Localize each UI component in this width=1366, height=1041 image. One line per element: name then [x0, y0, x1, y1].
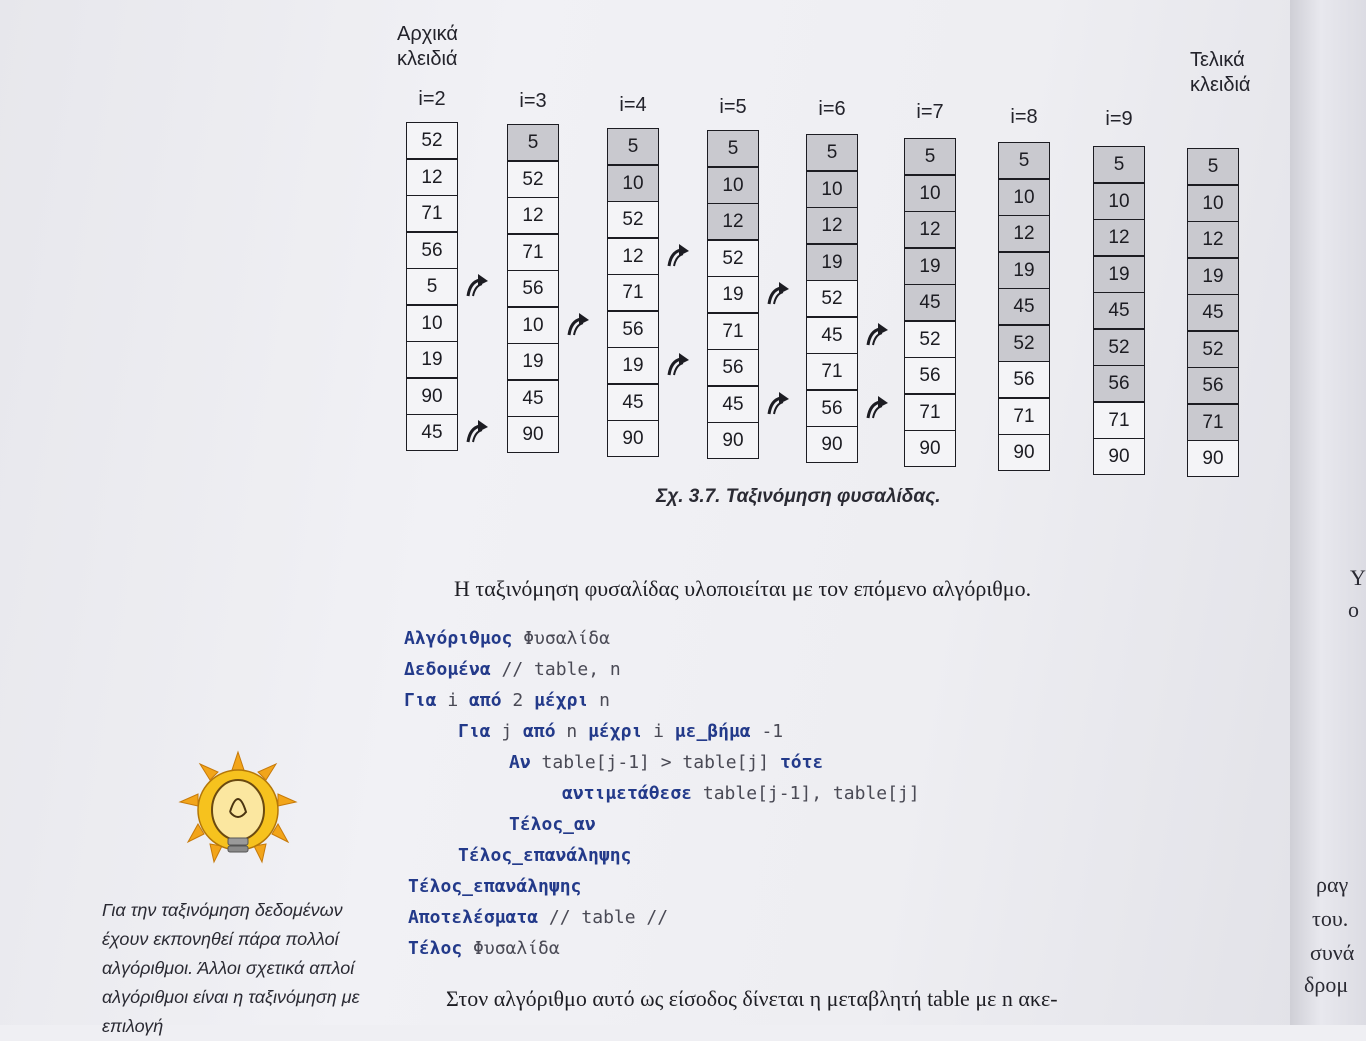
key-cell: 12 — [1093, 219, 1145, 256]
key-cell: 45 — [904, 284, 956, 321]
key-cell: 10 — [507, 307, 559, 344]
key-cell: 52 — [998, 325, 1050, 362]
key-cell: 52 — [507, 161, 559, 198]
key-cell: 5 — [607, 128, 659, 165]
code-keyword: μέχρι — [588, 721, 643, 742]
key-cell: 71 — [1093, 402, 1145, 439]
key-cell: 45 — [406, 414, 458, 451]
key-cell: 52 — [406, 122, 458, 159]
key-cell: 19 — [406, 341, 458, 378]
key-cell: 19 — [1093, 256, 1145, 293]
key-cell: 52 — [806, 280, 858, 317]
key-cell: 19 — [507, 343, 559, 380]
key-cell: 71 — [806, 353, 858, 390]
key-cell: 5 — [406, 268, 458, 305]
code-text: i — [436, 690, 470, 711]
code-line — [404, 655, 621, 685]
code-keyword: Τέλος_αν — [509, 814, 596, 835]
key-cell: 12 — [507, 197, 559, 234]
adjacent-page-text: Υ — [1350, 565, 1366, 590]
code-line — [404, 624, 610, 654]
key-cell: 45 — [507, 380, 559, 417]
code-line — [408, 934, 560, 964]
adjacent-page-text: δρομ — [1304, 972, 1349, 997]
swap-arrow-icon — [565, 311, 593, 339]
code-text: Φυσαλίδα — [512, 628, 610, 649]
key-cell: 45 — [607, 384, 659, 421]
code-text: // table, n — [490, 659, 621, 680]
key-cell: 56 — [607, 311, 659, 348]
swap-arrow-icon — [765, 280, 793, 308]
key-cell: 45 — [1187, 294, 1239, 331]
key-cell: 90 — [607, 420, 659, 457]
key-cell: 71 — [998, 398, 1050, 435]
code-keyword: Τέλος — [408, 938, 463, 959]
key-cell: 19 — [707, 276, 759, 313]
key-cell: 90 — [806, 426, 858, 463]
key-cell: 45 — [806, 317, 858, 354]
code-text: // table // — [538, 907, 669, 928]
code-keyword: Αν — [509, 752, 531, 773]
code-keyword: Για — [458, 721, 491, 742]
code-keyword: τότε — [779, 752, 824, 773]
key-cell: 56 — [507, 270, 559, 307]
initial-keys-label-line2: κλειδιά — [397, 48, 458, 70]
final-keys-label — [1190, 48, 1251, 98]
key-cell: 71 — [507, 234, 559, 271]
initial-keys-label — [397, 22, 458, 72]
key-cell: 56 — [707, 349, 759, 386]
swap-arrow-icon — [464, 418, 492, 446]
key-cell: 90 — [904, 430, 956, 467]
key-cell: 10 — [406, 305, 458, 342]
code-line — [562, 779, 920, 809]
key-cell: 56 — [904, 357, 956, 394]
pass-label: i=7 — [916, 101, 944, 123]
code-text: -1 — [750, 721, 784, 742]
key-cell: 5 — [998, 142, 1050, 179]
key-cell: 90 — [406, 378, 458, 415]
key-cell: 56 — [406, 232, 458, 269]
key-cell: 12 — [806, 207, 858, 244]
code-line — [458, 717, 783, 747]
side-note: Για την ταξινόμηση δεδομένων έχουν εκπονηθεί πάρα πολλοί αλγόριθμοι. Άλλοι σχετικά απλοί αλγόριθμοι είναι η ταξινόμηση με επιλογή — [102, 900, 360, 1036]
key-cell: 52 — [607, 201, 659, 238]
pass-label: i=2 — [418, 88, 446, 110]
key-cell: 10 — [998, 179, 1050, 216]
code-text: n — [588, 690, 610, 711]
adjacent-page-text: ραγ — [1316, 872, 1349, 897]
final-keys-label-line2: κλειδιά — [1190, 74, 1251, 96]
key-cell: 19 — [998, 252, 1050, 289]
key-cell: 19 — [607, 347, 659, 384]
final-keys-label-line1: Τελικά — [1190, 49, 1245, 71]
swap-arrow-icon — [765, 390, 793, 418]
key-cell: 90 — [1093, 438, 1145, 475]
key-cell: 71 — [707, 313, 759, 350]
key-cell: 52 — [904, 321, 956, 358]
key-cell: 71 — [904, 394, 956, 431]
code-keyword: με_βήμα — [674, 721, 751, 742]
code-keyword: Για — [404, 690, 437, 711]
code-text: table[j-1] > table[j] — [530, 752, 780, 773]
code-keyword: αντιμετάθεσε — [562, 783, 693, 804]
swap-arrow-icon — [665, 351, 693, 379]
code-text: Φυσαλίδα — [462, 938, 560, 959]
bubble-sort-figure — [0, 0, 1290, 520]
key-cell: 90 — [707, 422, 759, 459]
key-cell: 56 — [806, 390, 858, 427]
key-cell: 19 — [904, 248, 956, 285]
key-cell: 12 — [904, 211, 956, 248]
key-cell: 5 — [1187, 148, 1239, 185]
key-cell: 5 — [904, 138, 956, 175]
code-text: j — [490, 721, 524, 742]
adjacent-page-text: συνά — [1310, 940, 1355, 965]
key-cell: 71 — [607, 274, 659, 311]
key-cell: 90 — [998, 434, 1050, 471]
swap-arrow-icon — [464, 272, 492, 300]
code-line — [408, 872, 581, 902]
pass-label: i=3 — [519, 90, 547, 112]
key-cell: 10 — [1187, 185, 1239, 222]
key-cell: 5 — [707, 130, 759, 167]
key-cell: 52 — [1093, 329, 1145, 366]
intro-paragraph: Η ταξινόμηση φυσαλίδας υλοποιείται με τον επόμενο αλγόριθμο. — [454, 576, 1032, 601]
code-text: 2 — [501, 690, 535, 711]
key-cell: 10 — [806, 171, 858, 208]
key-cell: 10 — [707, 167, 759, 204]
key-cell: 56 — [998, 361, 1050, 398]
key-cell: 12 — [998, 215, 1050, 252]
code-line — [509, 748, 823, 778]
body-paragraph: Στον αλγόριθμο αυτό ως είσοδος δίνεται η μεταβλητή table με n ακε- — [446, 986, 1058, 1011]
code-line — [458, 841, 631, 871]
key-cell: 12 — [607, 238, 659, 275]
code-text: i — [642, 721, 675, 742]
code-text: table[j-1], table[j] — [692, 783, 920, 804]
swap-arrow-icon — [665, 242, 693, 270]
adjacent-page — [1290, 0, 1366, 1025]
pass-label: i=4 — [619, 94, 647, 116]
initial-keys-label-line1: Αρχικά — [397, 23, 458, 45]
key-cell: 12 — [707, 203, 759, 240]
code-text: n — [555, 721, 589, 742]
key-cell: 56 — [1093, 365, 1145, 402]
swap-arrow-icon — [864, 394, 892, 422]
code-keyword: από — [469, 690, 502, 711]
code-keyword: από — [523, 721, 556, 742]
key-cell: 56 — [1187, 367, 1239, 404]
code-keyword: μέχρι — [534, 690, 589, 711]
key-cell: 10 — [607, 165, 659, 202]
pass-label: i=6 — [818, 98, 846, 120]
key-cell: 45 — [1093, 292, 1145, 329]
code-keyword: Τέλος_επανάληψης — [408, 876, 582, 897]
key-cell: 71 — [406, 195, 458, 232]
key-cell: 90 — [1187, 440, 1239, 477]
key-cell: 5 — [507, 124, 559, 161]
code-line — [408, 903, 668, 933]
code-keyword: Αλγόριθμος — [404, 628, 513, 649]
key-cell: 52 — [707, 240, 759, 277]
code-keyword: Δεδομένα — [404, 659, 491, 680]
pass-label: i=8 — [1010, 106, 1038, 128]
key-cell: 12 — [1187, 221, 1239, 258]
key-cell: 10 — [1093, 183, 1145, 220]
key-cell: 45 — [707, 386, 759, 423]
key-cell: 19 — [806, 244, 858, 281]
code-keyword: Αποτελέσματα — [408, 907, 539, 928]
key-cell: 10 — [904, 175, 956, 212]
key-cell: 71 — [1187, 404, 1239, 441]
key-cell: 19 — [1187, 258, 1239, 295]
lightbulb-icon — [178, 750, 298, 885]
swap-arrow-icon — [864, 321, 892, 349]
pass-label: i=5 — [719, 96, 747, 118]
key-cell: 45 — [998, 288, 1050, 325]
key-cell: 12 — [406, 159, 458, 196]
pass-label: i=9 — [1105, 108, 1133, 130]
code-keyword: Τέλος_επανάληψης — [458, 845, 632, 866]
code-line — [509, 810, 596, 840]
key-cell: 5 — [806, 134, 858, 171]
key-cell: 5 — [1093, 146, 1145, 183]
adjacent-page-text: ο — [1348, 597, 1359, 622]
code-line — [404, 686, 610, 716]
key-cell: 90 — [507, 416, 559, 453]
figure-caption: Σχ. 3.7. Ταξινόμηση φυσαλίδας. — [656, 486, 941, 507]
adjacent-page-text: του. — [1312, 906, 1349, 931]
key-cell: 52 — [1187, 331, 1239, 368]
